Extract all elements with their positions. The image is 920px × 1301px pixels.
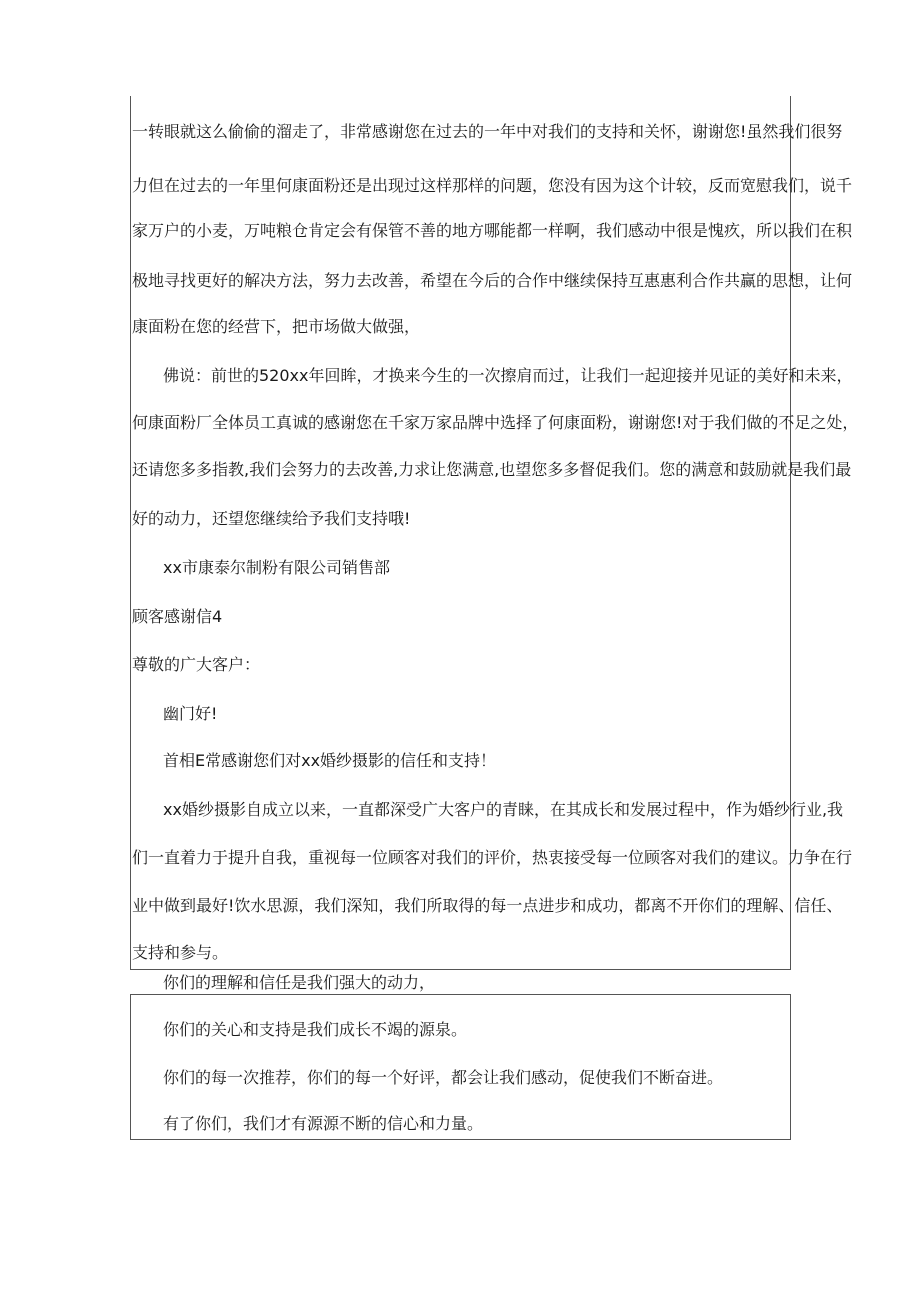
letter-title: 顾客感谢信4	[132, 607, 223, 626]
salutation: 尊敬的广大客户：	[132, 655, 261, 674]
between-boxes-line: 你们的理解和信任是我们强大的动力，	[163, 973, 436, 992]
paragraph-line: 业中做到最好!饮水思源，我们深知，我们所取得的每一点进步和成功，都离不开你们的理解、信任、	[132, 896, 843, 915]
paragraph-line: xx婚纱摄影自成立以来，一直都深受广大客户的青睐，在其成长和发展过程中，作为婚纱行业,我	[163, 800, 844, 819]
closing-line: 你们的每一次推荐，你们的每一个好评，都会让我们感动，促使我们不断奋进。	[163, 1068, 724, 1087]
greeting: 幽门好!	[163, 704, 218, 723]
signature: xx市康泰尔制粉有限公司销售部	[163, 558, 390, 577]
paragraph-line: 力但在过去的一年里何康面粉还是出现过这样那样的问题，您没有因为这个计较，反而宽慰我们，说千	[132, 176, 853, 195]
paragraph-line: 何康面粉厂全体员工真诚的感谢您在千家万家品牌中选择了何康面粉，谢谢您!对于我们做的不足之处，	[132, 413, 859, 432]
paragraph-line: 好的动力，还望您继续给予我们支持哦!	[132, 509, 411, 528]
thanks-line: 首相E常感谢您们对xx婚纱摄影的信任和支持！	[163, 751, 497, 770]
paragraph-line: 一转眼就这么偷偷的溜走了，非常感谢您在过去的一年中对我们的支持和关怀，谢谢您!虽然我们很努	[132, 122, 843, 141]
paragraph-line: 家万户的小麦，万吨粮仓肯定会有保管不善的地方哪能都一样啊，我们感动中很是愧疚，所以我们在积	[132, 221, 853, 240]
paragraph-line: 们一直着力于提升自我，重视每一位顾客对我们的评价，热衷接受每一位顾客对我们的建议。力争在行	[132, 848, 853, 867]
closing-line: 你们的关心和支持是我们成长不竭的源泉。	[163, 1020, 468, 1039]
paragraph-line: 佛说：前世的520xx年回眸，才换来今生的一次擦肩而过，让我们一起迎接并见证的美好和未来，	[163, 366, 853, 385]
paragraph-line: 康面粉在您的经营下，把市场做大做强，	[132, 317, 421, 336]
paragraph-line: 支持和参与。	[132, 943, 229, 962]
paragraph-line: 还请您多多指教,我们会努力的去改善,力求让您满意,也望您多多督促我们。您的满意和鼓励就是我们最	[132, 460, 852, 479]
closing-line: 有了你们，我们才有源源不断的信心和力量。	[163, 1114, 484, 1133]
paragraph-line: 极地寻找更好的解决方法，努力去改善，希望在今后的合作中继续保持互惠惠利合作共赢的思想，让何	[132, 271, 853, 290]
